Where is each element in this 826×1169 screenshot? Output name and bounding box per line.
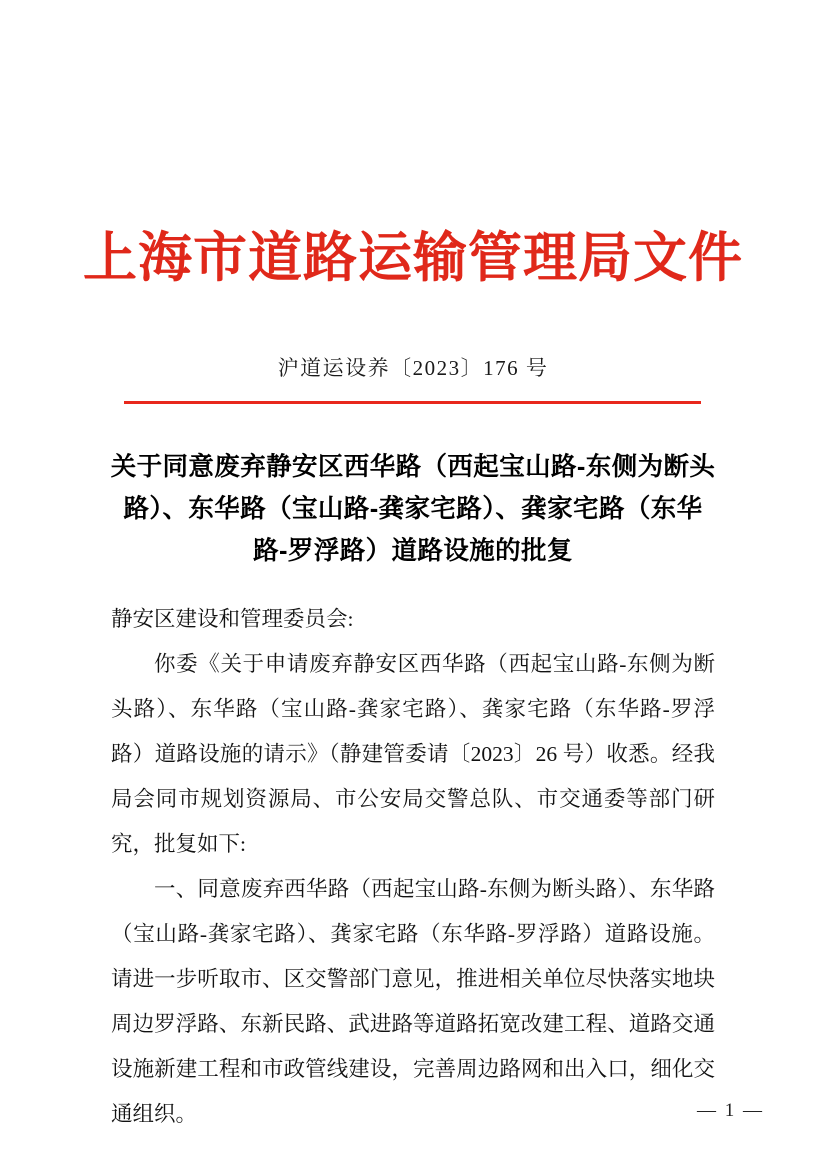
masthead-title: 上海市道路运输管理局文件 — [83, 228, 743, 288]
page-title: 关于同意废弃静安区西华路（西起宝山路-东侧为断头路）、东华路（宝山路-龚家宅路）、龚家宅路（东华路-罗浮路）道路设施的批复 — [110, 453, 716, 565]
document-serial-number: 沪道运设养〔2023〕176 号 — [277, 356, 549, 380]
addressee-line: 静安区建设和管理委员会: — [111, 607, 354, 631]
document-body — [111, 597, 715, 1137]
red-separator-rule — [124, 401, 701, 404]
page-number-footer: — 1 — — [697, 1100, 764, 1121]
body-paragraph-1: 你委《关于申请废弃静安区西华路（西起宝山路-东侧为断头路）、东华路（宝山路-龚家宅路）、龚家宅路（东华路-罗浮路）道路设施的请示》（静建管委请〔2023〕26 号）收悉。经我局会同市规划资源局、市公安局交警总队、市交通委等部门研究，批复如下: — [111, 652, 715, 856]
body-paragraph-2: 一、同意废弃西华路（西起宝山路-东侧为断头路）、东华路（宝山路-龚家宅路）、龚家宅路（东华路-罗浮路）道路设施。请进一步听取市、区交警部门意见，推进相关单位尽快落实地块周边罗浮路、东新民路、武进路等道路拓宽改建工程、道路交通设施新建工程和市政管线建设，完善周边路网和出入口，细化交通组织。 — [111, 877, 715, 1126]
